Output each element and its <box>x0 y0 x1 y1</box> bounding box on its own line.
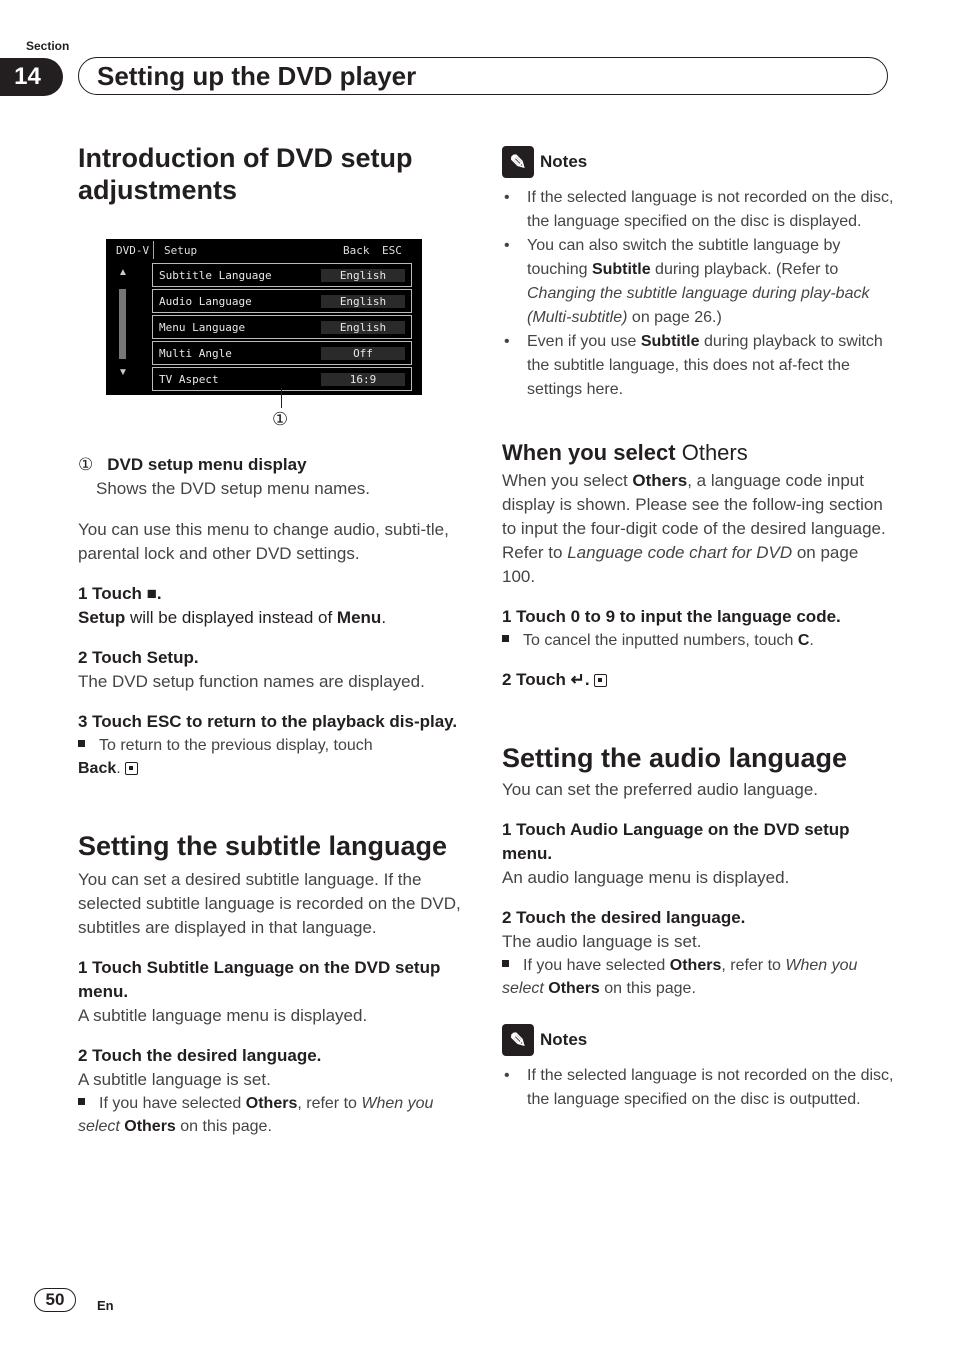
step-2-desc: The DVD setup function names are displayed. <box>78 672 425 691</box>
note2-c: during playback. (Refer to <box>650 261 839 278</box>
end-mark-icon <box>125 762 138 775</box>
others-heading <box>502 439 894 467</box>
audio-note-e: Others <box>543 980 600 997</box>
subtitle-step-1-desc: A subtitle language menu is displayed. <box>78 1006 368 1025</box>
screen-row-label: Audio Language <box>159 294 252 308</box>
others-note-a: To cancel the inputted numbers, touch <box>523 632 798 649</box>
scroll-up-icon: ▲ <box>118 267 128 278</box>
callout-marker: ① <box>272 409 289 429</box>
step-3-back-label: Back <box>78 760 117 777</box>
left-column <box>78 142 470 206</box>
square-bullet-icon <box>78 1098 85 1105</box>
square-bullet-icon <box>502 635 509 642</box>
step-1-desc-a: Setup <box>78 608 126 627</box>
others-step-1: 1 Touch 0 to 9 to input the language code. <box>502 607 841 626</box>
step-1-desc-d: . <box>381 608 387 627</box>
screen-title-label: Setup <box>164 244 198 257</box>
notes-label: Notes <box>540 1030 588 1049</box>
others-step-2 <box>502 668 894 692</box>
screen-row-label: Multi Angle <box>159 346 232 360</box>
subtitle-note-a: If you have selected <box>99 1095 246 1112</box>
section-title: Setting up the DVD player <box>97 61 417 91</box>
audio-step-1-desc: An audio language menu is displayed. <box>502 868 790 887</box>
note2-e: on page 26.) <box>627 309 722 326</box>
callout-number: ① <box>78 455 94 474</box>
others-note <box>502 629 894 652</box>
notes-label: Notes <box>540 152 588 171</box>
note3-a: Even if you use <box>527 333 641 350</box>
note2-a: You can also switch the subtitle language by touching <box>527 237 841 278</box>
step-2: 2 Touch Setup. <box>78 648 199 667</box>
audio-step-2: 2 Touch the desired language. <box>502 908 746 927</box>
subtitle-note <box>78 1092 470 1138</box>
others-note-c: . <box>809 632 814 649</box>
language-code: En <box>97 1298 114 1313</box>
others-heading-b: Others <box>681 440 748 465</box>
step-3-note-back: Back. <box>78 757 470 780</box>
screen-source-label: DVD-V <box>116 244 150 257</box>
notes-list-2 <box>502 1064 894 1112</box>
subtitle-heading: Setting the subtitle language <box>78 831 448 861</box>
intro-heading: Introduction of DVD setup adjustments <box>78 143 413 205</box>
screen-row <box>152 341 412 365</box>
subtitle-note-f: on this page. <box>175 1118 272 1135</box>
audio-heading: Setting the audio language <box>502 743 848 773</box>
audio-note <box>502 954 894 1000</box>
scroll-down-icon: ▼ <box>118 367 128 378</box>
screen-row-value: Off <box>321 347 405 360</box>
step-1-desc <box>78 606 470 630</box>
subtitle-note-c: , refer to <box>297 1095 362 1112</box>
subtitle-note-e: Others <box>119 1118 176 1135</box>
screen-row-label: Subtitle Language <box>159 268 272 282</box>
subtitle-step-1: 1 Touch Subtitle Language on the DVD setup menu. <box>78 958 441 1001</box>
square-bullet-icon <box>78 740 85 747</box>
screen-esc-label: ESC <box>382 244 402 257</box>
notes-header-2 <box>502 1024 894 1056</box>
step-3: 3 Touch ESC to return to the playback dis-play. <box>78 712 458 731</box>
page-number: 50 <box>34 1288 76 1312</box>
note3-c: during playback to switch the subtitle language, this does not af-fect the settings here. <box>527 333 883 398</box>
screen-row-value: 16:9 <box>321 373 405 386</box>
others-paragraph <box>502 469 894 589</box>
screen-row-label: Menu Language <box>159 320 246 334</box>
screen-row-label: TV Aspect <box>159 372 219 386</box>
step-1-desc-b: will be displayed instead of <box>125 608 337 627</box>
others-p-c: , a language code input display is shown. Please see the follow-ing section to input the four-digit code of the desired language. Refer to <box>502 471 886 562</box>
screen-row-value: English <box>321 321 405 334</box>
square-bullet-icon <box>502 960 509 967</box>
screen-row-value: English <box>321 269 405 282</box>
screen-row-value: English <box>321 295 405 308</box>
note-item <box>502 234 894 330</box>
subtitle-step-2: 2 Touch the desired language. <box>78 1046 322 1065</box>
note2-d: Changing the subtitle language during play-back (Multi-subtitle) <box>527 285 870 326</box>
scroll-thumb <box>119 289 126 359</box>
pencil-icon: ✎ <box>502 146 534 178</box>
intro-paragraph: You can use this menu to change audio, subti-tle, parental lock and other DVD settings. <box>78 520 449 563</box>
subtitle-note-b: Others <box>245 1095 298 1112</box>
pencil-icon: ✎ <box>502 1024 534 1056</box>
step-3-note-text: To return to the previous display, touch <box>99 737 373 754</box>
left-body <box>78 453 470 1138</box>
audio-step-2-desc: The audio language is set. <box>502 932 702 951</box>
note-item: • If the selected language is not recorded on the disc, the language specified on the disc is outputted. <box>502 1064 894 1112</box>
screen-top-bar <box>106 239 422 263</box>
audio-step-1: 1 Touch Audio Language on the DVD setup menu. <box>502 820 850 863</box>
note-item <box>502 330 894 402</box>
others-note-b: C <box>797 632 810 649</box>
audio-paragraph: You can set the preferred audio language. <box>502 780 819 799</box>
screen-row <box>152 367 412 391</box>
note2-b: Subtitle <box>591 261 651 278</box>
others-p-e: on page 100. <box>502 543 859 586</box>
notes-list <box>502 186 894 402</box>
screen-divider <box>153 241 154 259</box>
audio-note-a: If you have selected <box>523 957 670 974</box>
step-1: 1 Touch ■. <box>78 584 162 603</box>
others-p-d: Language code chart for DVD <box>567 543 793 562</box>
subtitle-paragraph: You can set a desired subtitle language. If the selected subtitle language is recorded on the DVD, subtitles are displayed in that language. <box>78 870 461 937</box>
audio-note-d: When you select <box>502 957 858 997</box>
notes-header <box>502 146 894 178</box>
audio-note-b: Others <box>669 957 722 974</box>
step-3-note <box>78 734 470 757</box>
others-p-b: Others <box>632 471 688 490</box>
end-mark-icon <box>594 674 607 687</box>
screen-scrollbar <box>116 267 130 387</box>
others-heading-a: When you select <box>502 440 682 465</box>
subtitle-step-2-desc: A subtitle language is set. <box>78 1070 271 1089</box>
audio-note-f: on this page. <box>599 980 696 997</box>
step-1-desc-c: Menu <box>336 608 382 627</box>
right-column <box>502 146 894 1112</box>
section-label: Section <box>26 39 70 53</box>
screen-back-label: Back <box>343 244 370 257</box>
section-number: 14 <box>0 58 63 96</box>
subtitle-note-d: When you select <box>78 1095 434 1135</box>
callout-line <box>281 388 282 408</box>
callout-desc: Shows the DVD setup menu names. <box>96 479 371 498</box>
others-p-a: When you select <box>502 471 633 490</box>
note3-b: Subtitle <box>640 333 700 350</box>
screen-row <box>152 315 412 339</box>
dvd-setup-screen-image <box>106 239 422 395</box>
others-step-2-text: 2 Touch ↵. <box>502 670 590 689</box>
screen-row <box>152 263 412 287</box>
callout-title: DVD setup menu display <box>107 455 307 474</box>
screen-row <box>152 289 412 313</box>
audio-note-c: , refer to <box>721 957 786 974</box>
note-item: • If the selected language is not recorded on the disc, the language specified on the disc is displayed. <box>502 186 894 234</box>
